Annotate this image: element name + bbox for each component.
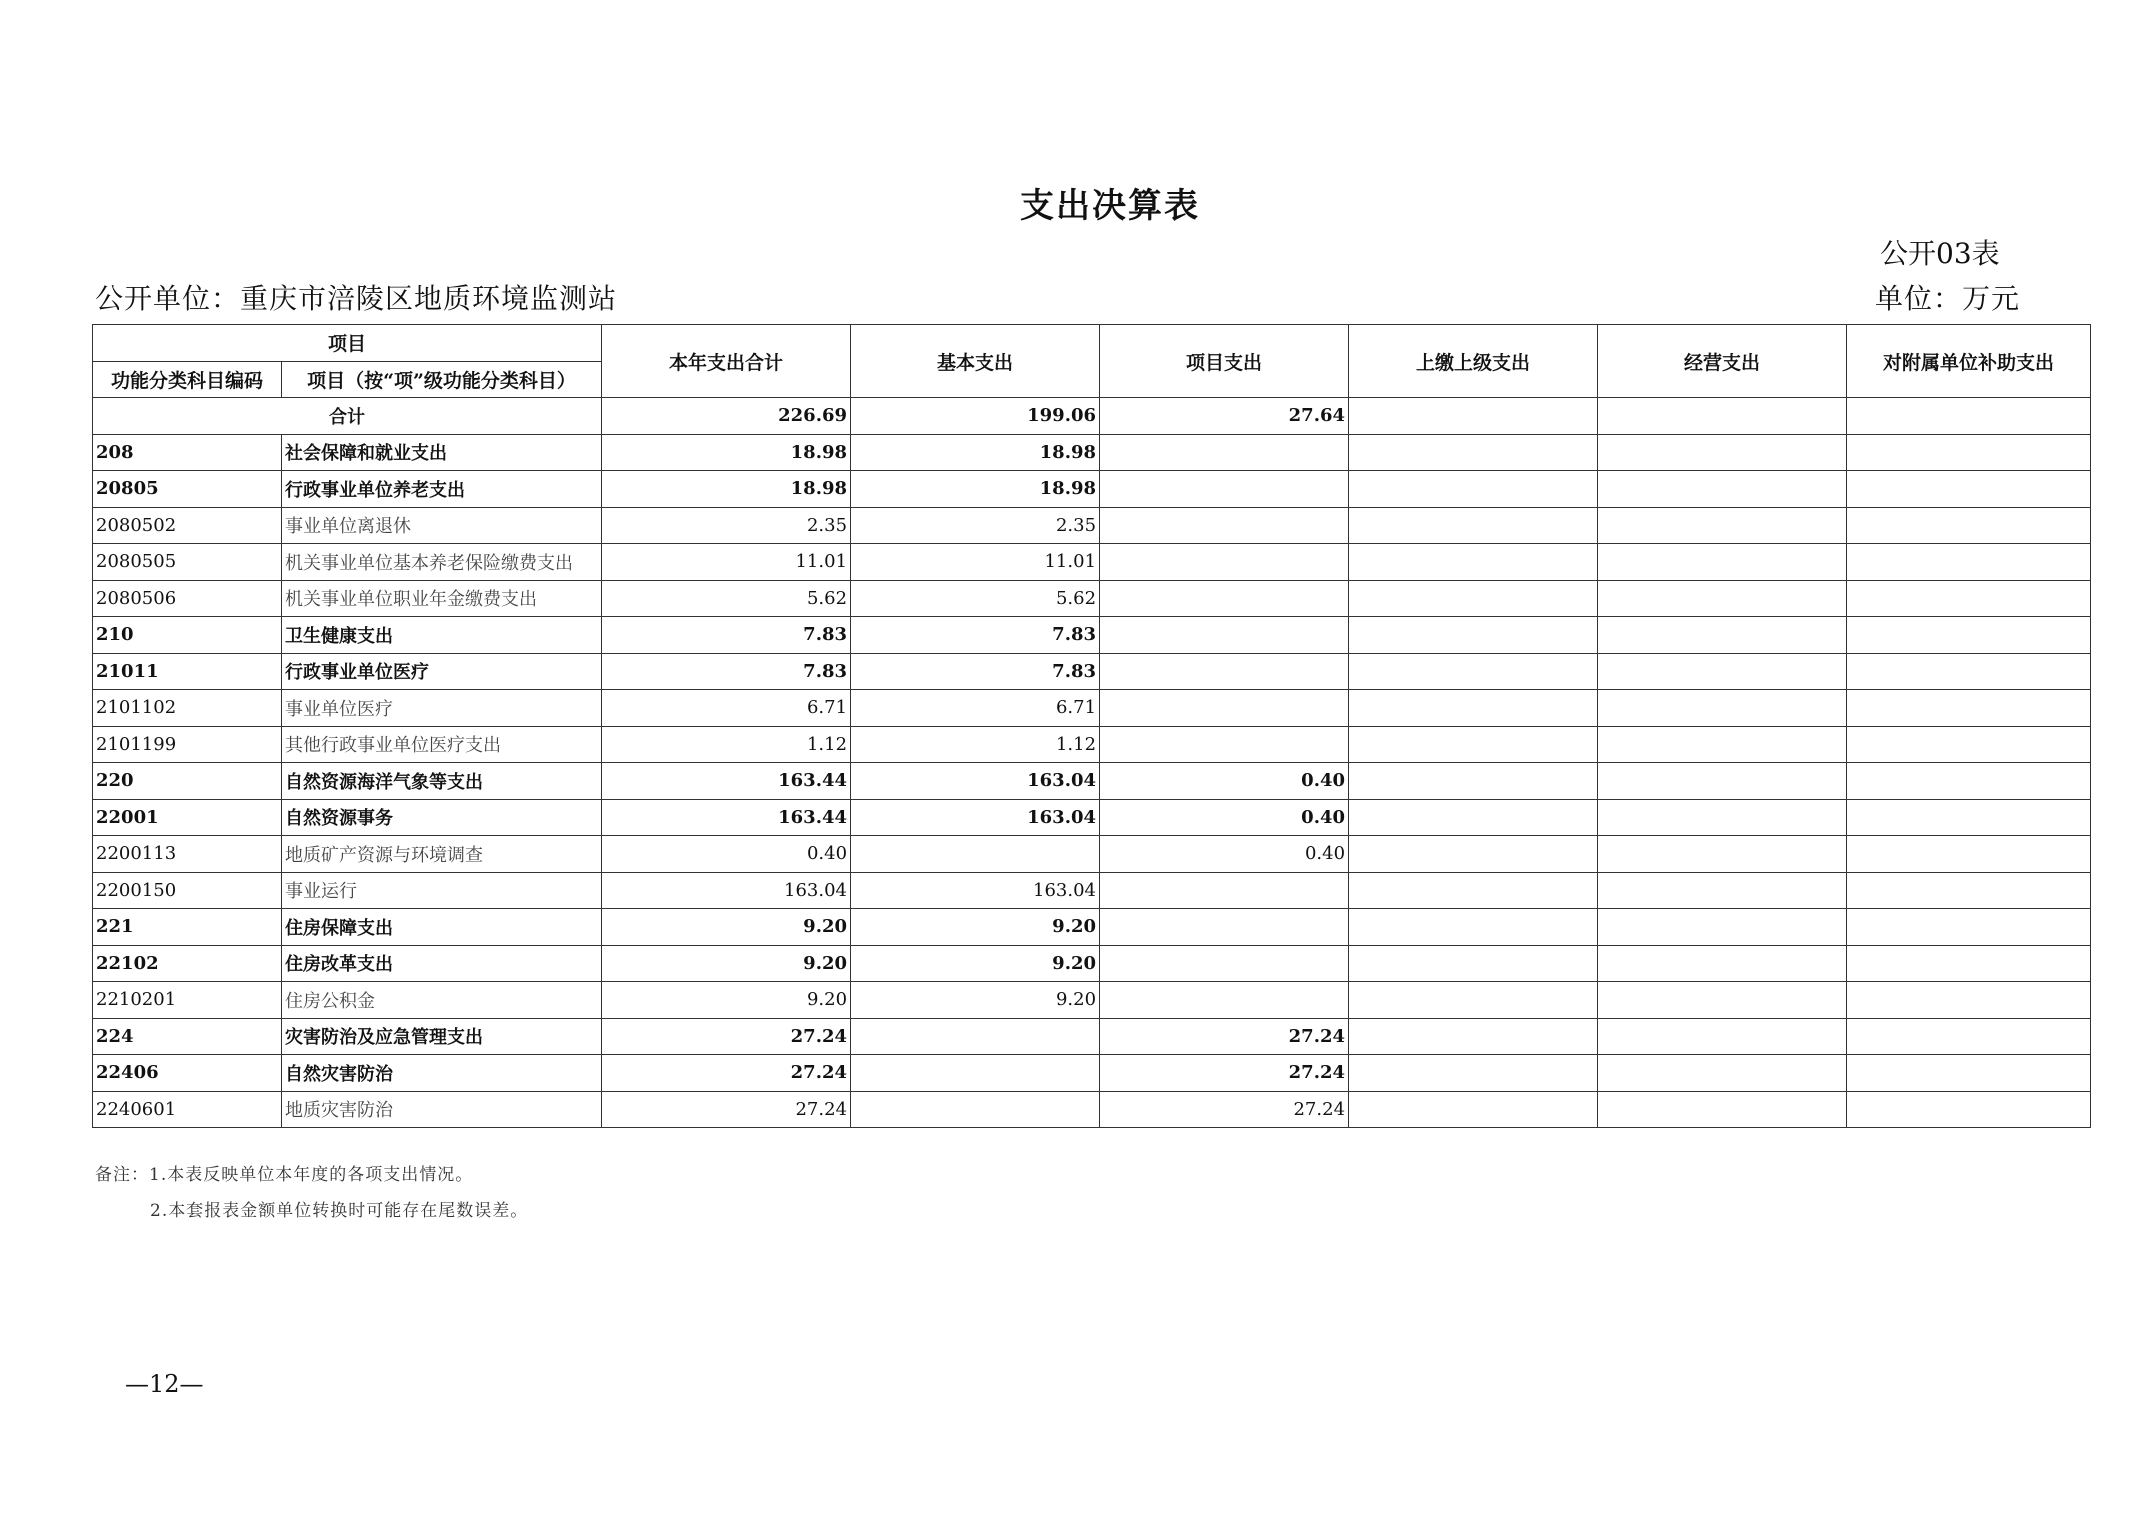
row-subsidy <box>1847 580 2091 617</box>
form-number: 公开03表 <box>1880 237 2000 270</box>
table-row <box>93 982 2091 1019</box>
row-business <box>1598 507 1847 544</box>
row-subsidy <box>1847 434 2091 471</box>
header-project: 项目支出 <box>1100 325 1349 398</box>
row-business <box>1598 799 1847 836</box>
row-superior <box>1349 544 1598 581</box>
row-code: 22102 <box>93 945 282 982</box>
row-superior <box>1349 690 1598 727</box>
row-subsidy <box>1847 763 2091 800</box>
row-code: 221 <box>93 909 282 946</box>
row-name: 其他行政事业单位医疗支出 <box>282 726 602 763</box>
row-subsidy <box>1847 909 2091 946</box>
row-basic: 5.62 <box>851 580 1100 617</box>
row-total: 163.44 <box>602 799 851 836</box>
note-1: 备注：1.本表反映单位本年度的各项支出情况。 <box>95 1165 474 1185</box>
table-row <box>93 1018 2091 1055</box>
row-total: 9.20 <box>602 945 851 982</box>
row-name: 自然资源事务 <box>282 799 602 836</box>
row-superior <box>1349 617 1598 654</box>
row-business <box>1598 982 1847 1019</box>
row-superior <box>1349 1018 1598 1055</box>
row-name: 住房改革支出 <box>282 945 602 982</box>
row-superior <box>1349 580 1598 617</box>
row-subsidy <box>1847 982 2091 1019</box>
row-code: 208 <box>93 434 282 471</box>
header-code: 功能分类科目编码 <box>93 361 282 398</box>
row-subsidy <box>1847 726 2091 763</box>
table-row <box>93 799 2091 836</box>
row-project: 27.24 <box>1100 1055 1349 1092</box>
row-code: 22001 <box>93 799 282 836</box>
row-name: 地质矿产资源与环境调查 <box>282 836 602 873</box>
row-superior <box>1349 1091 1598 1128</box>
row-project <box>1100 617 1349 654</box>
row-name: 社会保障和就业支出 <box>282 434 602 471</box>
row-name: 自然灾害防治 <box>282 1055 602 1092</box>
row-subsidy <box>1847 471 2091 508</box>
row-superior <box>1349 872 1598 909</box>
row-basic: 6.71 <box>851 690 1100 727</box>
row-total: 18.98 <box>602 434 851 471</box>
row-basic: 163.04 <box>851 763 1100 800</box>
row-superior <box>1349 471 1598 508</box>
row-business <box>1598 434 1847 471</box>
header-superior: 上缴上级支出 <box>1349 325 1598 398</box>
row-basic <box>851 1091 1100 1128</box>
header-basic: 基本支出 <box>851 325 1100 398</box>
total-cell-business <box>1598 398 1847 435</box>
table-row <box>93 945 2091 982</box>
row-basic: 163.04 <box>851 872 1100 909</box>
table-row <box>93 1055 2091 1092</box>
row-superior <box>1349 836 1598 873</box>
expenditure-table <box>92 324 2091 1128</box>
row-subsidy <box>1847 799 2091 836</box>
currency-unit: 单位：万元 <box>1875 282 2021 315</box>
row-project <box>1100 945 1349 982</box>
row-total: 11.01 <box>602 544 851 581</box>
row-name: 地质灾害防治 <box>282 1091 602 1128</box>
row-name: 事业单位医疗 <box>282 690 602 727</box>
row-code: 210 <box>93 617 282 654</box>
row-total: 1.12 <box>602 726 851 763</box>
page-number: —12— <box>125 1370 204 1398</box>
row-code: 20805 <box>93 471 282 508</box>
row-superior <box>1349 1055 1598 1092</box>
row-project: 27.24 <box>1100 1018 1349 1055</box>
total-row <box>93 398 2091 435</box>
row-name: 事业运行 <box>282 872 602 909</box>
row-total: 7.83 <box>602 653 851 690</box>
row-subsidy <box>1847 1018 2091 1055</box>
row-code: 224 <box>93 1018 282 1055</box>
row-code: 2200150 <box>93 872 282 909</box>
total-cell-subsidy <box>1847 398 2091 435</box>
row-project <box>1100 434 1349 471</box>
row-business <box>1598 617 1847 654</box>
row-project <box>1100 653 1349 690</box>
row-project: 0.40 <box>1100 799 1349 836</box>
table-row <box>93 763 2091 800</box>
row-basic: 11.01 <box>851 544 1100 581</box>
row-code: 2210201 <box>93 982 282 1019</box>
row-project <box>1100 909 1349 946</box>
row-total: 27.24 <box>602 1018 851 1055</box>
row-total: 27.24 <box>602 1091 851 1128</box>
row-basic: 9.20 <box>851 909 1100 946</box>
row-project <box>1100 872 1349 909</box>
row-code: 2080505 <box>93 544 282 581</box>
row-subsidy <box>1847 836 2091 873</box>
row-total: 27.24 <box>602 1055 851 1092</box>
row-name: 住房公积金 <box>282 982 602 1019</box>
row-superior <box>1349 507 1598 544</box>
row-business <box>1598 1055 1847 1092</box>
row-total: 7.83 <box>602 617 851 654</box>
row-superior <box>1349 945 1598 982</box>
row-superior <box>1349 434 1598 471</box>
row-business <box>1598 836 1847 873</box>
row-subsidy <box>1847 617 2091 654</box>
table-row <box>93 434 2091 471</box>
row-name: 事业单位离退休 <box>282 507 602 544</box>
row-total: 2.35 <box>602 507 851 544</box>
header-total: 本年支出合计 <box>602 325 851 398</box>
table-row <box>93 617 2091 654</box>
row-basic: 18.98 <box>851 471 1100 508</box>
row-name: 灾害防治及应急管理支出 <box>282 1018 602 1055</box>
row-name: 行政事业单位养老支出 <box>282 471 602 508</box>
table-row <box>93 872 2091 909</box>
note-2: 2.本套报表金额单位转换时可能存在尾数误差。 <box>150 1201 529 1221</box>
total-label: 合计 <box>93 398 602 435</box>
row-code: 2240601 <box>93 1091 282 1128</box>
row-project <box>1100 982 1349 1019</box>
row-code: 2101102 <box>93 690 282 727</box>
row-code: 2080502 <box>93 507 282 544</box>
table-row <box>93 836 2091 873</box>
row-business <box>1598 1091 1847 1128</box>
row-total: 163.44 <box>602 763 851 800</box>
row-business <box>1598 726 1847 763</box>
row-name: 行政事业单位医疗 <box>282 653 602 690</box>
row-name: 机关事业单位职业年金缴费支出 <box>282 580 602 617</box>
total-cell-superior <box>1349 398 1598 435</box>
row-basic: 2.35 <box>851 507 1100 544</box>
row-project <box>1100 471 1349 508</box>
row-code: 21011 <box>93 653 282 690</box>
row-basic: 7.83 <box>851 617 1100 654</box>
table-row <box>93 580 2091 617</box>
row-basic: 9.20 <box>851 945 1100 982</box>
row-subsidy <box>1847 1091 2091 1128</box>
table-row <box>93 653 2091 690</box>
row-code: 2101199 <box>93 726 282 763</box>
row-business <box>1598 580 1847 617</box>
table-row <box>93 690 2091 727</box>
row-basic: 18.98 <box>851 434 1100 471</box>
header-item: 项目 <box>93 325 602 362</box>
row-subsidy <box>1847 945 2091 982</box>
table-row <box>93 544 2091 581</box>
row-code: 220 <box>93 763 282 800</box>
row-superior <box>1349 726 1598 763</box>
row-total: 5.62 <box>602 580 851 617</box>
header-business: 经营支出 <box>1598 325 1847 398</box>
table-row <box>93 1091 2091 1128</box>
row-project <box>1100 507 1349 544</box>
row-subsidy <box>1847 653 2091 690</box>
row-name: 卫生健康支出 <box>282 617 602 654</box>
table-row <box>93 726 2091 763</box>
row-code: 2200113 <box>93 836 282 873</box>
row-superior <box>1349 982 1598 1019</box>
row-business <box>1598 945 1847 982</box>
row-project <box>1100 726 1349 763</box>
row-name: 住房保障支出 <box>282 909 602 946</box>
row-superior <box>1349 799 1598 836</box>
row-business <box>1598 544 1847 581</box>
row-basic <box>851 1055 1100 1092</box>
row-total: 0.40 <box>602 836 851 873</box>
table-row <box>93 909 2091 946</box>
row-project <box>1100 690 1349 727</box>
row-business <box>1598 872 1847 909</box>
row-superior <box>1349 909 1598 946</box>
row-basic <box>851 1018 1100 1055</box>
reporting-unit: 公开单位：重庆市涪陵区地质环境监测站 <box>95 282 618 315</box>
table-row <box>93 507 2091 544</box>
row-basic: 1.12 <box>851 726 1100 763</box>
row-name: 自然资源海洋气象等支出 <box>282 763 602 800</box>
total-cell-basic: 199.06 <box>851 398 1100 435</box>
row-project: 0.40 <box>1100 763 1349 800</box>
row-superior <box>1349 763 1598 800</box>
row-code: 2080506 <box>93 580 282 617</box>
page-title: 支出决算表 <box>1020 186 1200 226</box>
row-business <box>1598 763 1847 800</box>
row-total: 9.20 <box>602 909 851 946</box>
total-cell-total: 226.69 <box>602 398 851 435</box>
row-total: 9.20 <box>602 982 851 1019</box>
row-business <box>1598 653 1847 690</box>
row-total: 163.04 <box>602 872 851 909</box>
total-cell-project: 27.64 <box>1100 398 1349 435</box>
row-subsidy <box>1847 544 2091 581</box>
row-business <box>1598 909 1847 946</box>
row-superior <box>1349 653 1598 690</box>
row-subsidy <box>1847 872 2091 909</box>
row-project: 0.40 <box>1100 836 1349 873</box>
table-row <box>93 471 2091 508</box>
row-project <box>1100 580 1349 617</box>
row-basic: 9.20 <box>851 982 1100 1019</box>
row-project <box>1100 544 1349 581</box>
row-name: 机关事业单位基本养老保险缴费支出 <box>282 544 602 581</box>
row-business <box>1598 1018 1847 1055</box>
row-subsidy <box>1847 690 2091 727</box>
row-basic: 7.83 <box>851 653 1100 690</box>
row-basic: 163.04 <box>851 799 1100 836</box>
row-subsidy <box>1847 507 2091 544</box>
row-code: 22406 <box>93 1055 282 1092</box>
row-business <box>1598 471 1847 508</box>
row-total: 18.98 <box>602 471 851 508</box>
row-basic <box>851 836 1100 873</box>
row-project: 27.24 <box>1100 1091 1349 1128</box>
header-name: 项目（按“项”级功能分类科目） <box>282 361 602 398</box>
row-subsidy <box>1847 1055 2091 1092</box>
row-total: 6.71 <box>602 690 851 727</box>
row-business <box>1598 690 1847 727</box>
header-subsidy: 对附属单位补助支出 <box>1847 325 2091 398</box>
